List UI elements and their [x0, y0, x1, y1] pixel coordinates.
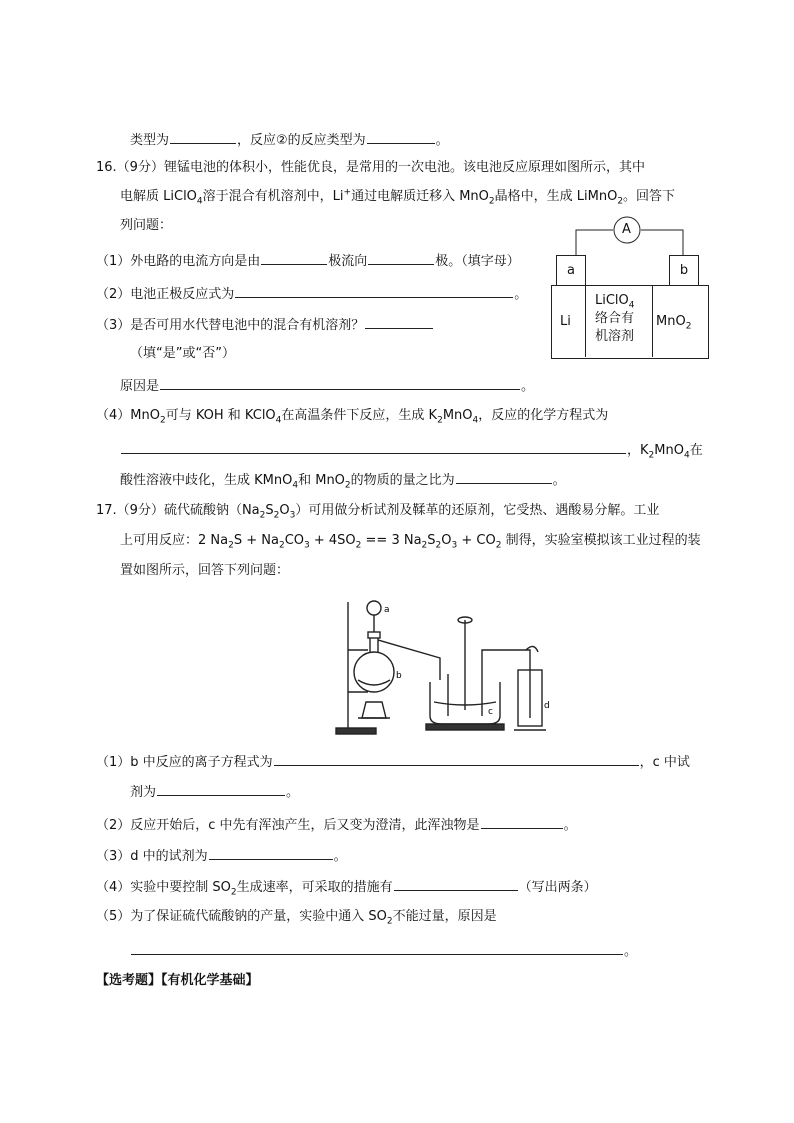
mno2-label: MnO$_2$: [656, 314, 692, 332]
q17-part1-reagent: 剂为 。: [130, 782, 299, 802]
q17-heading: 17.（9分）硫代硫酸钠$(Na_2S_2O_3)$可用做分析试剂及鞣革的还原剂，它受热、遇酸易分解。工业: [96, 503, 660, 521]
q16-part4-eq: ，$K_2MnO_4$在: [120, 440, 703, 460]
q17-part4: （4）实验中要控制 $SO_2$生成速率，可采取的措施有 （写出两条）: [96, 877, 597, 897]
q17-part2: （2）反应开始后，c 中先有浑浊产生，后又变为澄清，此浑浊物是 。: [96, 815, 577, 835]
answer-blank[interactable]: [394, 877, 518, 891]
answer-blank[interactable]: [235, 284, 513, 298]
answer-blank[interactable]: [481, 815, 563, 829]
section-footer: 【选考题】【有机化学基础】: [96, 973, 259, 988]
fig-label-a: a: [384, 605, 390, 615]
li-label: Li: [560, 314, 571, 329]
q17-line3: 置如图所示，回答下列问题：: [120, 563, 290, 578]
q16-part3-hint: （填“是”或“否”）: [130, 346, 235, 361]
answer-blank[interactable]: [261, 251, 327, 265]
q17-part5: （5）为了保证硫代硫酸钠的产量，实验中通入 $SO_2$不能过量，原因是: [96, 909, 497, 927]
q16-part4-ratio: 酸性溶液中歧化，生成 KMnO$_4$和 MnO$_2$的物质的量之比为 。: [120, 470, 566, 490]
answer-blank[interactable]: [160, 376, 520, 390]
answer-blank[interactable]: [157, 782, 285, 796]
q16-part3: （3）是否可用水代替电池中的混合有机溶剂？: [96, 315, 434, 335]
battery-diagram: [549, 212, 711, 362]
fig-label-d: d: [544, 701, 550, 711]
answer-blank[interactable]: [209, 846, 333, 860]
answer-blank[interactable]: [131, 941, 623, 955]
q17-part1: （1）b 中反应的离子方程式为 ，c 中试: [96, 752, 690, 772]
apparatus-drawing: [330, 590, 552, 740]
ammeter-label: A: [622, 222, 631, 237]
answer-blank[interactable]: [365, 315, 433, 329]
q16-part2: （2）电池正极反应式为 。: [96, 284, 527, 304]
answer-blank[interactable]: [368, 251, 434, 265]
answer-blank[interactable]: [367, 130, 435, 144]
prev-question-tail: 类型为 ，反应②的反应类型为 。: [130, 130, 449, 150]
q17-line2: 上可用反应：2 $Na_2S + Na_2CO_3 + 4SO_2 == 3$ $Na_2S_2O_3 + CO_2$ 制得，实验室模拟该工业过程的装: [120, 533, 701, 551]
q16-line2: 电解质 LiClO$_4$溶于混合有机溶剂中，Li+通过电解质迁移入 MnO$_2$晶格中，生成 LiMnO$_2$。回答下: [120, 187, 676, 207]
answer-blank[interactable]: [274, 752, 639, 766]
q16-line3: 列问题：: [120, 218, 173, 233]
answer-blank[interactable]: [121, 440, 626, 454]
q16-part3-reason: 原因是 。: [120, 376, 534, 396]
q16-part1: （1）外电路的电流方向是由 极流向 极。（填字母）: [96, 251, 520, 271]
q16-part4: （4）MnO$_2$可与 KOH 和 KClO$_4$在高温条件下反应，生成 $K_2MnO_4$，反应的化学方程式为: [96, 408, 609, 426]
electrode-a: a: [556, 255, 586, 287]
answer-blank[interactable]: [170, 130, 236, 144]
answer-blank[interactable]: [456, 470, 552, 484]
fig-label-c: c: [488, 707, 493, 717]
apparatus-figure: [330, 590, 552, 740]
q16-heading: 16.（9分）锂锰电池的体积小，性能优良，是常用的一次电池。该电池反应原理如图所示，其中: [96, 160, 645, 175]
q17-part3: （3）d 中的试剂为 。: [96, 846, 347, 866]
q17-part5-blank: 。: [130, 941, 637, 961]
electrode-b: b: [669, 255, 699, 287]
fig-label-b: b: [396, 671, 402, 681]
electrolyte-label: LiClO$_4$ 络合有 机溶剂: [595, 293, 635, 344]
